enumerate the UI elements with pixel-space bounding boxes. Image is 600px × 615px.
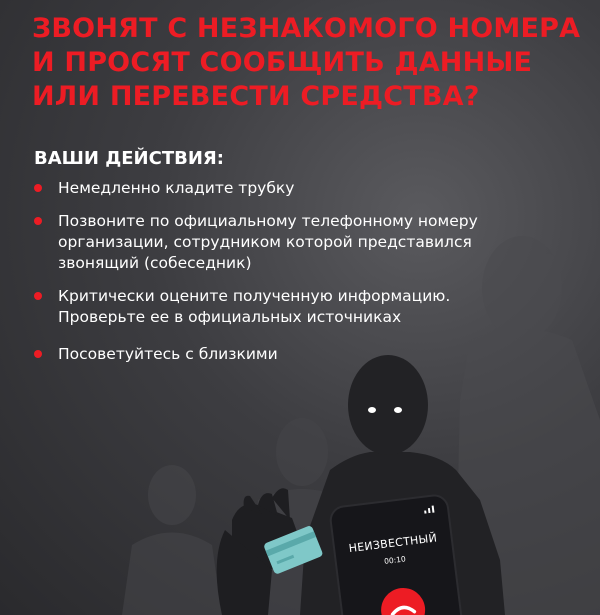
action-text-line: Немедленно кладите трубку	[58, 179, 295, 197]
shadow-figure-far-left	[122, 465, 222, 615]
bullet-icon	[34, 217, 42, 225]
phone-screen	[329, 494, 463, 615]
actions-list	[34, 178, 574, 365]
actions-title: ВАШИ ДЕЙСТВИЯ:	[34, 148, 224, 169]
bullet-icon	[34, 292, 42, 300]
caller-name: НЕИЗВЕСТНЫЙ	[347, 531, 438, 556]
headline-line-2: И ПРОСЯТ СООБЩИТЬ ДАННЫЕ	[32, 47, 533, 78]
action-item-hang-up	[34, 178, 574, 199]
action-text-line: Проверьте ее в официальных источниках	[58, 308, 402, 326]
left-eye	[368, 407, 376, 413]
headline-line-1: ЗВОНЯТ С НЕЗНАКОМОГО НОМЕРА	[32, 13, 581, 44]
action-text-line: Критически оцените полученную информацию.	[58, 287, 451, 305]
call-timer: 00:10	[383, 554, 407, 566]
action-text-line: Позвоните по официальному телефонному номеру	[58, 212, 478, 230]
action-text-line: организации, сотрудником которой представился	[58, 233, 472, 251]
action-text-line: звонящий (собеседник)	[58, 254, 252, 272]
action-item-consult-relatives	[34, 344, 574, 365]
bullet-icon	[34, 184, 42, 192]
action-text-line: Посоветуйтесь с близкими	[58, 345, 278, 363]
action-item-call-official	[34, 211, 574, 274]
headline	[32, 12, 582, 114]
headline-line-3: ИЛИ ПЕРЕВЕСТИ СРЕДСТВА?	[32, 81, 480, 112]
bullet-icon	[34, 350, 42, 358]
right-eye	[394, 407, 402, 413]
action-item-evaluate-info	[34, 286, 574, 328]
